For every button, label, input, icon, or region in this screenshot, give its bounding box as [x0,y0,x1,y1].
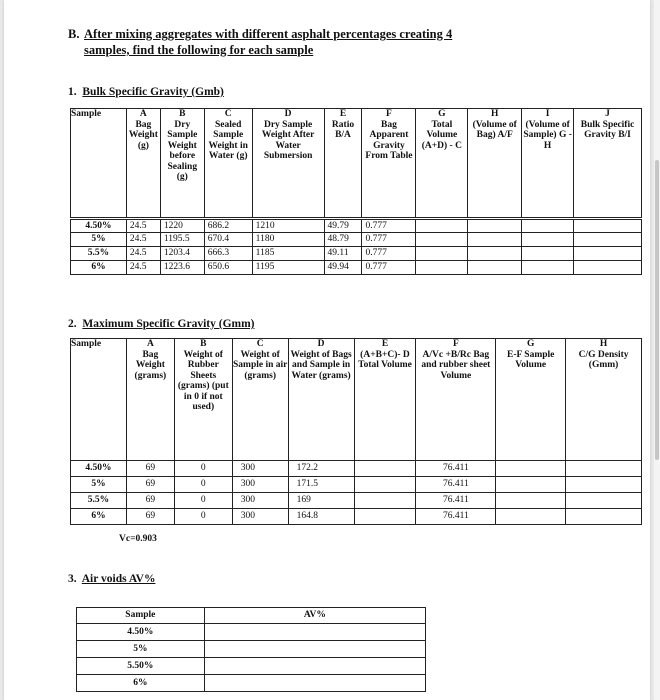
gmm-cell-b: 0 [174,461,232,477]
gmm-empty-cell [566,509,642,525]
av-row [77,641,426,658]
gmm-cell-f: 76.411 [416,477,496,493]
gmm-empty-cell [354,461,416,477]
sample-label: 5.50% [77,658,205,675]
gmb-cell-b: 1223.6 [160,261,204,275]
gmb-cell-d: 1195 [252,261,324,275]
gmb-empty-cell [416,261,468,275]
gmb-header-g: G Total Volume (A+D) - C [416,109,468,219]
gmm-cell-f: 76.411 [416,509,496,525]
gmb-header-f: F Bag Apparent Gravity From Table [362,109,416,219]
av-row [77,624,426,641]
gmm-table [70,338,642,525]
gmm-cell-d: 172.2 [288,461,354,477]
gmm-empty-cell [566,477,642,493]
gmb-header-d: D Dry Sample Weight After Water Submersion [252,109,324,219]
sample-label: 5.5% [71,493,127,509]
heading-line-1: After mixing aggregates with different asphalt percentages creating 4 [84,27,453,41]
gmm-header-a: A Bag Weight (grams) [126,339,174,461]
scrollbar[interactable] [654,0,660,700]
gmm-cell-f: 76.411 [416,493,496,509]
gmm-cell-a: 69 [126,509,174,525]
gmb-empty-cell [522,219,574,233]
gmm-cell-a: 69 [126,477,174,493]
gmb-cell-d: 1180 [252,233,324,247]
gmb-cell-a: 24.5 [126,219,160,233]
gmm-cell-a: 69 [126,461,174,477]
section-3-title: 3. Air voids AV% [68,573,156,585]
gmb-row [71,219,642,233]
gmb-cell-e: 49.94 [324,261,362,275]
gmm-empty-cell [354,493,416,509]
gmb-empty-cell [574,247,642,261]
section-2-title: 2. Maximum Specific Gravity (Gmm) [68,318,255,330]
gmm-empty-cell [566,493,642,509]
gmb-header-h: H (Volume of Bag) A/F [468,109,522,219]
gmb-row [71,233,642,247]
gmb-header-c: C Sealed Sample Weight in Water (g) [204,109,252,219]
gmb-cell-d: 1185 [252,247,324,261]
gmb-empty-cell [574,261,642,275]
gmb-empty-cell [416,233,468,247]
sample-label: 6% [71,261,127,275]
av-table [76,607,426,692]
gmb-cell-a: 24.5 [126,261,160,275]
scrollbar-thumb[interactable] [655,160,659,460]
gmm-cell-b: 0 [174,509,232,525]
section-1-title: 1. Bulk Specific Gravity (Gmb) [68,86,224,98]
heading-line-2: samples, find the following for each sample [84,43,314,57]
gmm-header-row [71,339,642,461]
gmm-header-b: B Weight of Rubber Sheets (grams) (put in 0 if not used) [174,339,232,461]
gmm-header-e: E (A+B+C)- D Total Volume [354,339,416,461]
gmb-row [71,261,642,275]
av-empty-cell [204,641,425,658]
gmb-cell-f: 0.777 [362,219,416,233]
av-header-0: Sample [77,608,205,624]
gmm-empty-cell [496,477,566,493]
av-row [77,658,426,675]
gmb-empty-cell [522,233,574,247]
gmb-header-e: E Ratio B/A [324,109,362,219]
gmm-header-c: C Weight of Sample in air (grams) [232,339,288,461]
gmm-cell-a: 69 [126,493,174,509]
gmb-cell-e: 48.79 [324,233,362,247]
gmb-header-b: B Dry Sample Weight before Sealing (g) [160,109,204,219]
gmm-header-g: G E-F Sample Volume [496,339,566,461]
gmb-row [71,247,642,261]
gmb-cell-f: 0.777 [362,247,416,261]
gmm-cell-c: 300 [232,509,288,525]
gmm-cell-f: 76.411 [416,461,496,477]
gmm-empty-cell [354,477,416,493]
gmb-cell-a: 24.5 [126,233,160,247]
sample-label: 6% [77,675,205,692]
gmm-row [71,493,642,509]
gmm-empty-cell [566,461,642,477]
gmb-header-j: J Bulk Specific Gravity B/I [574,109,642,219]
sample-label: 6% [71,509,127,525]
gmm-empty-cell [496,461,566,477]
gmb-empty-cell [468,247,522,261]
gmb-cell-e: 49.79 [324,219,362,233]
gmb-table [70,108,642,275]
gmm-row [71,461,642,477]
gmb-empty-cell [468,261,522,275]
gmm-row [71,477,642,493]
av-header-1: AV% [204,608,425,624]
sample-label: 4.50% [71,461,127,477]
av-row [77,675,426,692]
gmm-row [71,509,642,525]
sample-label: 4.50% [71,219,127,233]
sample-label: 5.5% [71,247,127,261]
gmb-cell-c: 666.3 [204,247,252,261]
vc-note: Vc=0.903 [119,534,157,544]
gmm-cell-d: 164.8 [288,509,354,525]
gmb-empty-cell [574,233,642,247]
av-empty-cell [204,624,425,641]
av-empty-cell [204,658,425,675]
gmb-empty-cell [574,219,642,233]
gmm-cell-b: 0 [174,493,232,509]
gmb-empty-cell [522,247,574,261]
sample-label: 5% [77,641,205,658]
gmb-cell-e: 49.11 [324,247,362,261]
sample-label: 4.50% [77,624,205,641]
gmb-cell-b: 1195.5 [160,233,204,247]
gmb-cell-c: 650.6 [204,261,252,275]
gmm-header-sample: Sample [71,339,127,461]
gmb-header-sample: Sample [71,109,127,219]
gmb-cell-c: 686.2 [204,219,252,233]
gmb-empty-cell [468,233,522,247]
gmb-empty-cell [468,219,522,233]
gmb-empty-cell [416,247,468,261]
gmb-cell-a: 24.5 [126,247,160,261]
gmm-empty-cell [496,509,566,525]
gmb-cell-f: 0.777 [362,233,416,247]
heading-letter: B. [68,27,80,41]
gmb-cell-d: 1210 [252,219,324,233]
gmm-header-d: D Weight of Bags and Sample in Water (grams) [288,339,354,461]
sample-label: 5% [71,233,127,247]
gmb-header-a: A Bag Weight (g) [126,109,160,219]
gmb-cell-f: 0.777 [362,261,416,275]
sample-label: 5% [71,477,127,493]
gmb-header-row [71,109,642,219]
gmm-header-f: F A/Vc +B/Rc Bag and rubber sheet Volume [416,339,496,461]
gmm-cell-c: 300 [232,477,288,493]
gmb-cell-c: 670.4 [204,233,252,247]
gmb-empty-cell [522,261,574,275]
gmm-cell-c: 300 [232,461,288,477]
gmm-empty-cell [496,493,566,509]
gmm-cell-c: 300 [232,493,288,509]
gmb-empty-cell [416,219,468,233]
gmm-header-h: H C/G Density (Gmm) [566,339,642,461]
document-page [4,0,650,700]
gmm-cell-d: 171.5 [288,477,354,493]
gmm-cell-d: 169 [288,493,354,509]
av-header-row [77,608,426,624]
gmb-header-i: I (Volume of Sample) G - H [522,109,574,219]
assignment-heading [68,26,452,58]
gmb-cell-b: 1203.4 [160,247,204,261]
gmm-empty-cell [354,509,416,525]
av-empty-cell [204,675,425,692]
gmb-cell-b: 1220 [160,219,204,233]
gmm-cell-b: 0 [174,477,232,493]
